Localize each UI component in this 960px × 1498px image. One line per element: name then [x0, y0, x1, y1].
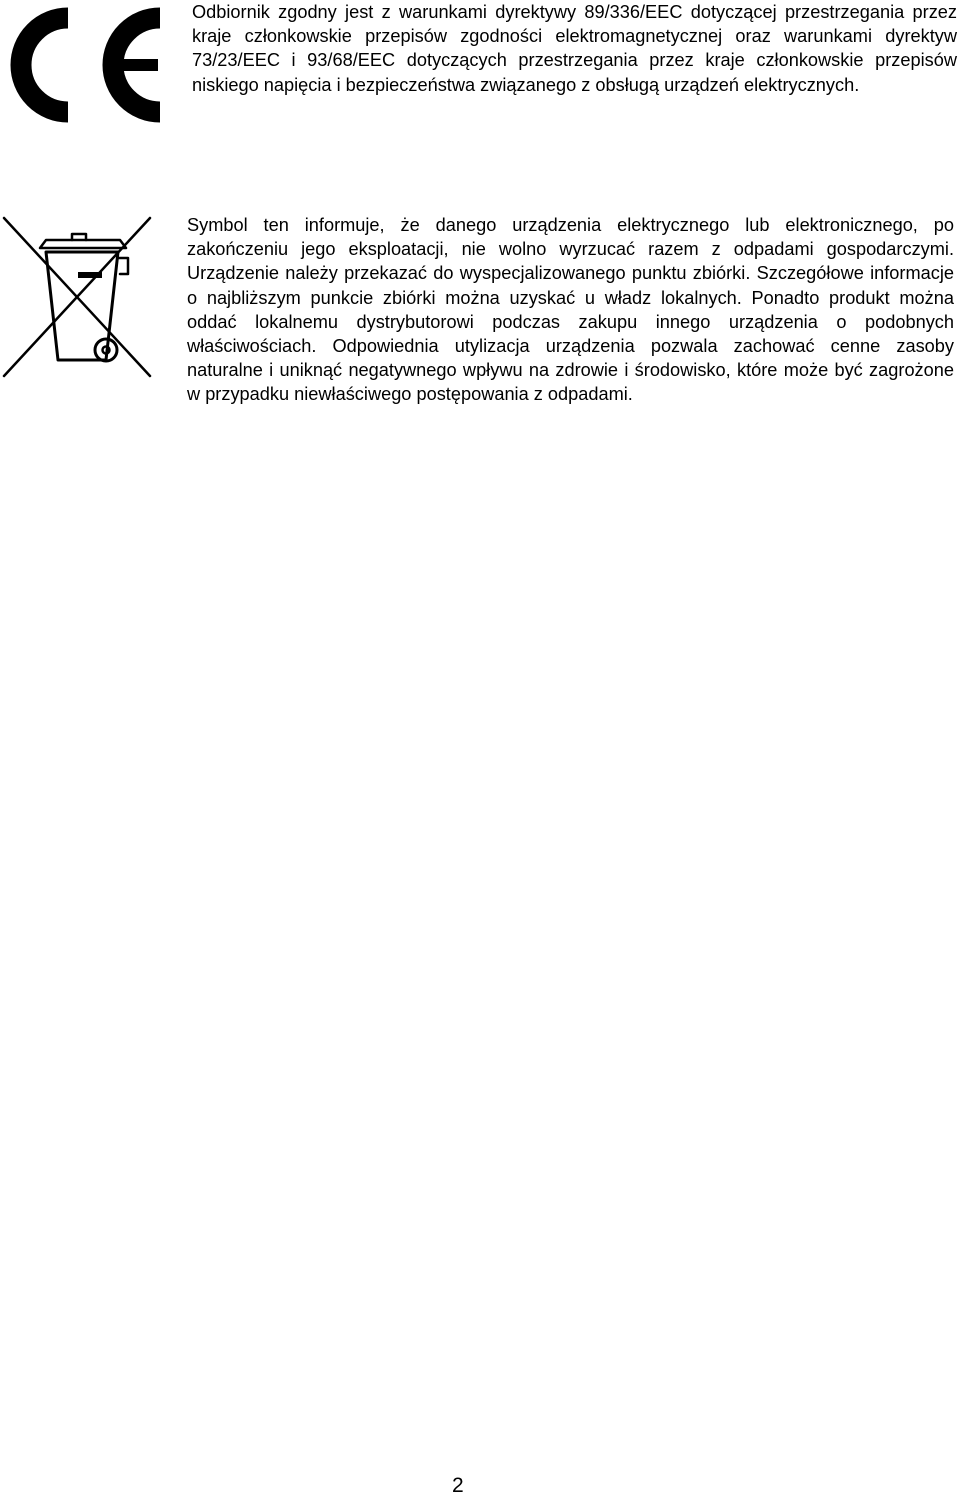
ce-conformity-section	[0, 0, 960, 130]
page-number: 2	[452, 1474, 464, 1497]
ce-conformity-text: Odbiornik zgodny jest z warunkami dyrektywy 89/336/EEC dotyczącej przestrzegania przez kraje członkowskie przepisów zgodności elektromagnetycznej oraz warunkami dyrektyw 73/23/EEC i 93/68/EEC dotyczących przestrzegania przez kraje członkowskie przepisów niskiego napięcia i bezpieczeństwa związanego z obsługą urządzeń elektrycznych.	[192, 2, 957, 95]
weee-disposal-text: Symbol ten informuje, że danego urządzenia elektrycznego lub elektronicznego, po zakończeniu jego eksploatacji, nie wolno wyrzucać razem z odpadami gospodarczymi. Urządzenie należy przekazać do wyspecjalizowanego punktu zbiórki. Szczegółowe informacje o najbliższym punkcie zbiórki można uzyskać u władz lokalnych. Ponadto produkt można oddać lokalnemu dystrybutorowi podczas zakupu innego urządzenia o podobnych właściwościach. Odpowiednia utylizacja urządzenia pozwala zachować cenne zasoby naturalne i uniknąć negatywnego wpływu na zdrowie i środowisko, które może być zagrożone w przypadku niewłaściwego postępowania z odpadami.	[187, 215, 954, 405]
ce-mark-icon	[2, 4, 168, 126]
